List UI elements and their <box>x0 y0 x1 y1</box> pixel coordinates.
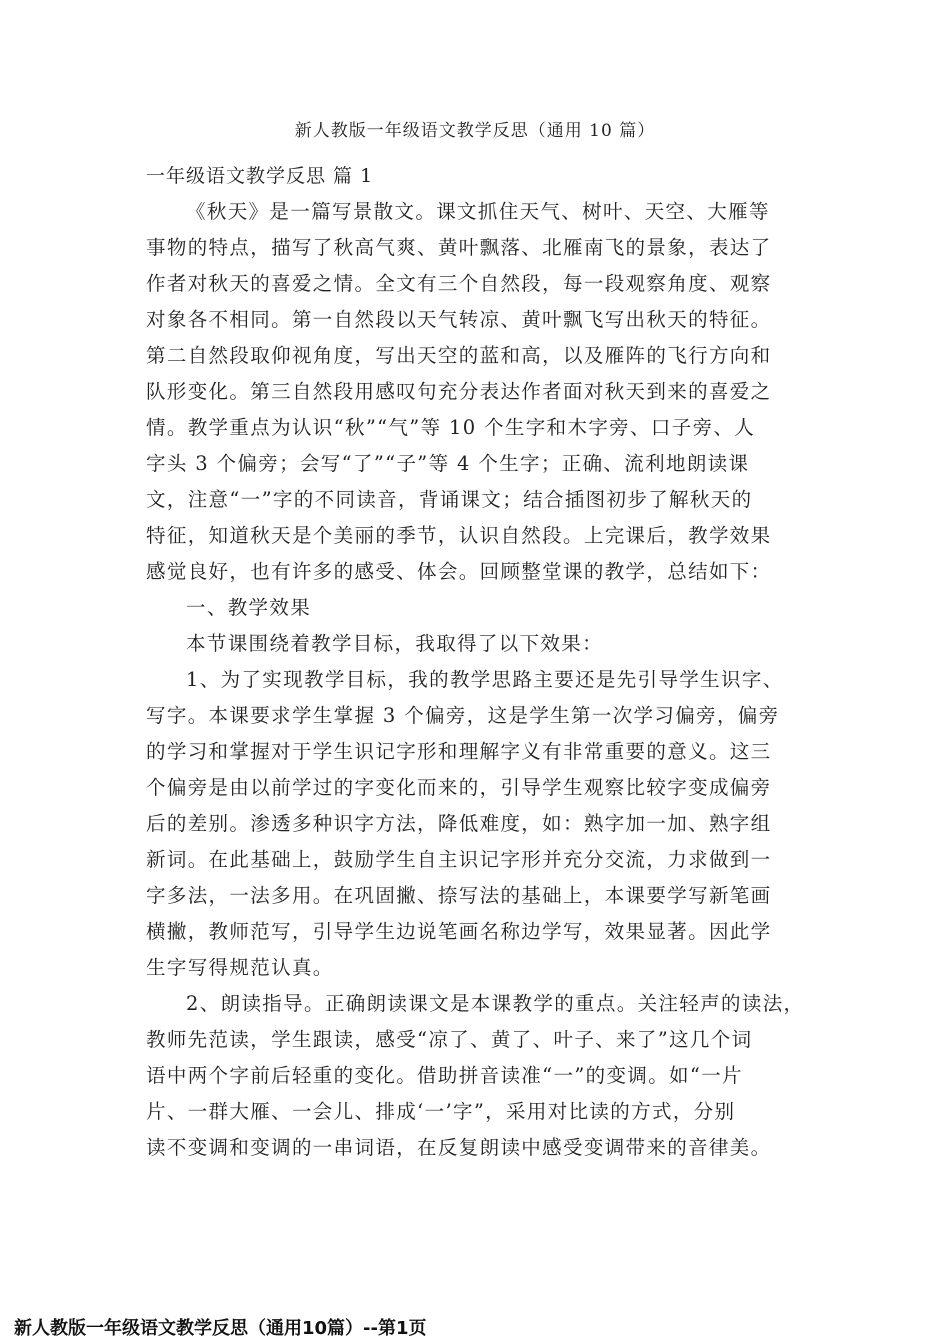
paragraph-line: 作者对秋天的喜爱之情。全文有三个自然段，每一段观察角度、观察 <box>146 272 772 295</box>
paragraph-line: 写字。本课要求学生掌握 3 个偏旁，这是学生第一次学习偏旁，偏旁 <box>146 704 780 727</box>
paragraph-line: 字多法，一法多用。在巩固撇、捺写法的基础上，本课要学写新笔画 <box>146 884 772 907</box>
paragraph-line: 语中两个字前后轻重的变化。借助拼音读准“一”的变调。如“一片 <box>146 1064 743 1087</box>
paragraph-line: 片、一群大雁、一会儿、排成‘一’字”，采用对比读的方式，分别 <box>146 1100 736 1123</box>
paragraph-line: 情。教学重点为认识“秋”“气”等 10 个生字和木字旁、口子旁、人 <box>146 416 756 439</box>
paragraph-line: 1、为了实现教学目标，我的教学思路主要还是先引导学生识字、 <box>186 668 784 691</box>
paragraph-line: 后的差别。渗透多种识字方法，降低难度，如：熟字加一加、熟字组 <box>146 812 772 835</box>
paragraph-line: 队形变化。第三自然段用感叹句充分表达作者面对秋天到来的喜爱之 <box>146 380 772 403</box>
paragraph-line: 感觉良好，也有许多的感受、体会。回顾整堂课的教学，总结如下： <box>146 560 772 583</box>
paragraph-line: 对象各不相同。第一自然段以天气转凉、黄叶飘飞写出秋天的特征。 <box>146 308 772 331</box>
document-title: 新人教版一年级语文教学反思（通用 10 篇） <box>294 121 656 141</box>
paragraph-line: 本节课围绕着教学目标，我取得了以下效果： <box>186 632 604 655</box>
paragraph-line: 的学习和掌握对于学生识记字形和理解字义有非常重要的意义。这三 <box>146 740 772 763</box>
paragraph-line: 第二自然段取仰视角度，写出天空的蓝和高，以及雁阵的飞行方向和 <box>146 344 772 367</box>
paragraph-line: 2、朗读指导。正确朗读课文是本课教学的重点。关注轻声的读法， <box>186 992 805 1015</box>
paragraph-line: 教师先范读，学生跟读，感受“凉了、黄了、叶子、来了”这几个词 <box>146 1028 753 1051</box>
paragraph-line: 字头 3 个偏旁；会写“了”“子”等 4 个生字；正确、流利地朗读课 <box>146 452 750 475</box>
paragraph-line: 文，注意“一”字的不同读音，背诵课文；结合插图初步了解秋天的 <box>146 488 753 511</box>
paragraph-line: 特征，知道秋天是个美丽的季节，认识自然段。上完课后，教学效果 <box>146 524 772 547</box>
subheading-line: 一、教学效果 <box>186 596 312 619</box>
page-footer: 新人教版一年级语文教学反思（通用10篇）--第1页 <box>14 1318 427 1339</box>
section-heading: 一年级语文教学反思 篇 1 <box>146 165 374 187</box>
paragraph-line: 新词。在此基础上，鼓励学生自主识记字形并充分交流，力求做到一 <box>146 848 772 871</box>
paragraph-line: 事物的特点，描写了秋高气爽、黄叶飘落、北雁南飞的景象，表达了 <box>146 236 772 259</box>
paragraph-line: 横撇，教师范写，引导学生边说笔画名称边学写，效果显著。因此学 <box>146 920 772 943</box>
paragraph-line: 读不变调和变调的一串词语，在反复朗读中感受变调带来的音律美。 <box>146 1136 772 1159</box>
paragraph-line: 生字写得规范认真。 <box>146 956 334 979</box>
paragraph-line: 《秋天》是一篇写景散文。课文抓住天气、树叶、天空、大雁等 <box>186 200 770 223</box>
paragraph-line: 个偏旁是由以前学过的字变化而来的，引导学生观察比较字变成偏旁 <box>146 776 772 799</box>
